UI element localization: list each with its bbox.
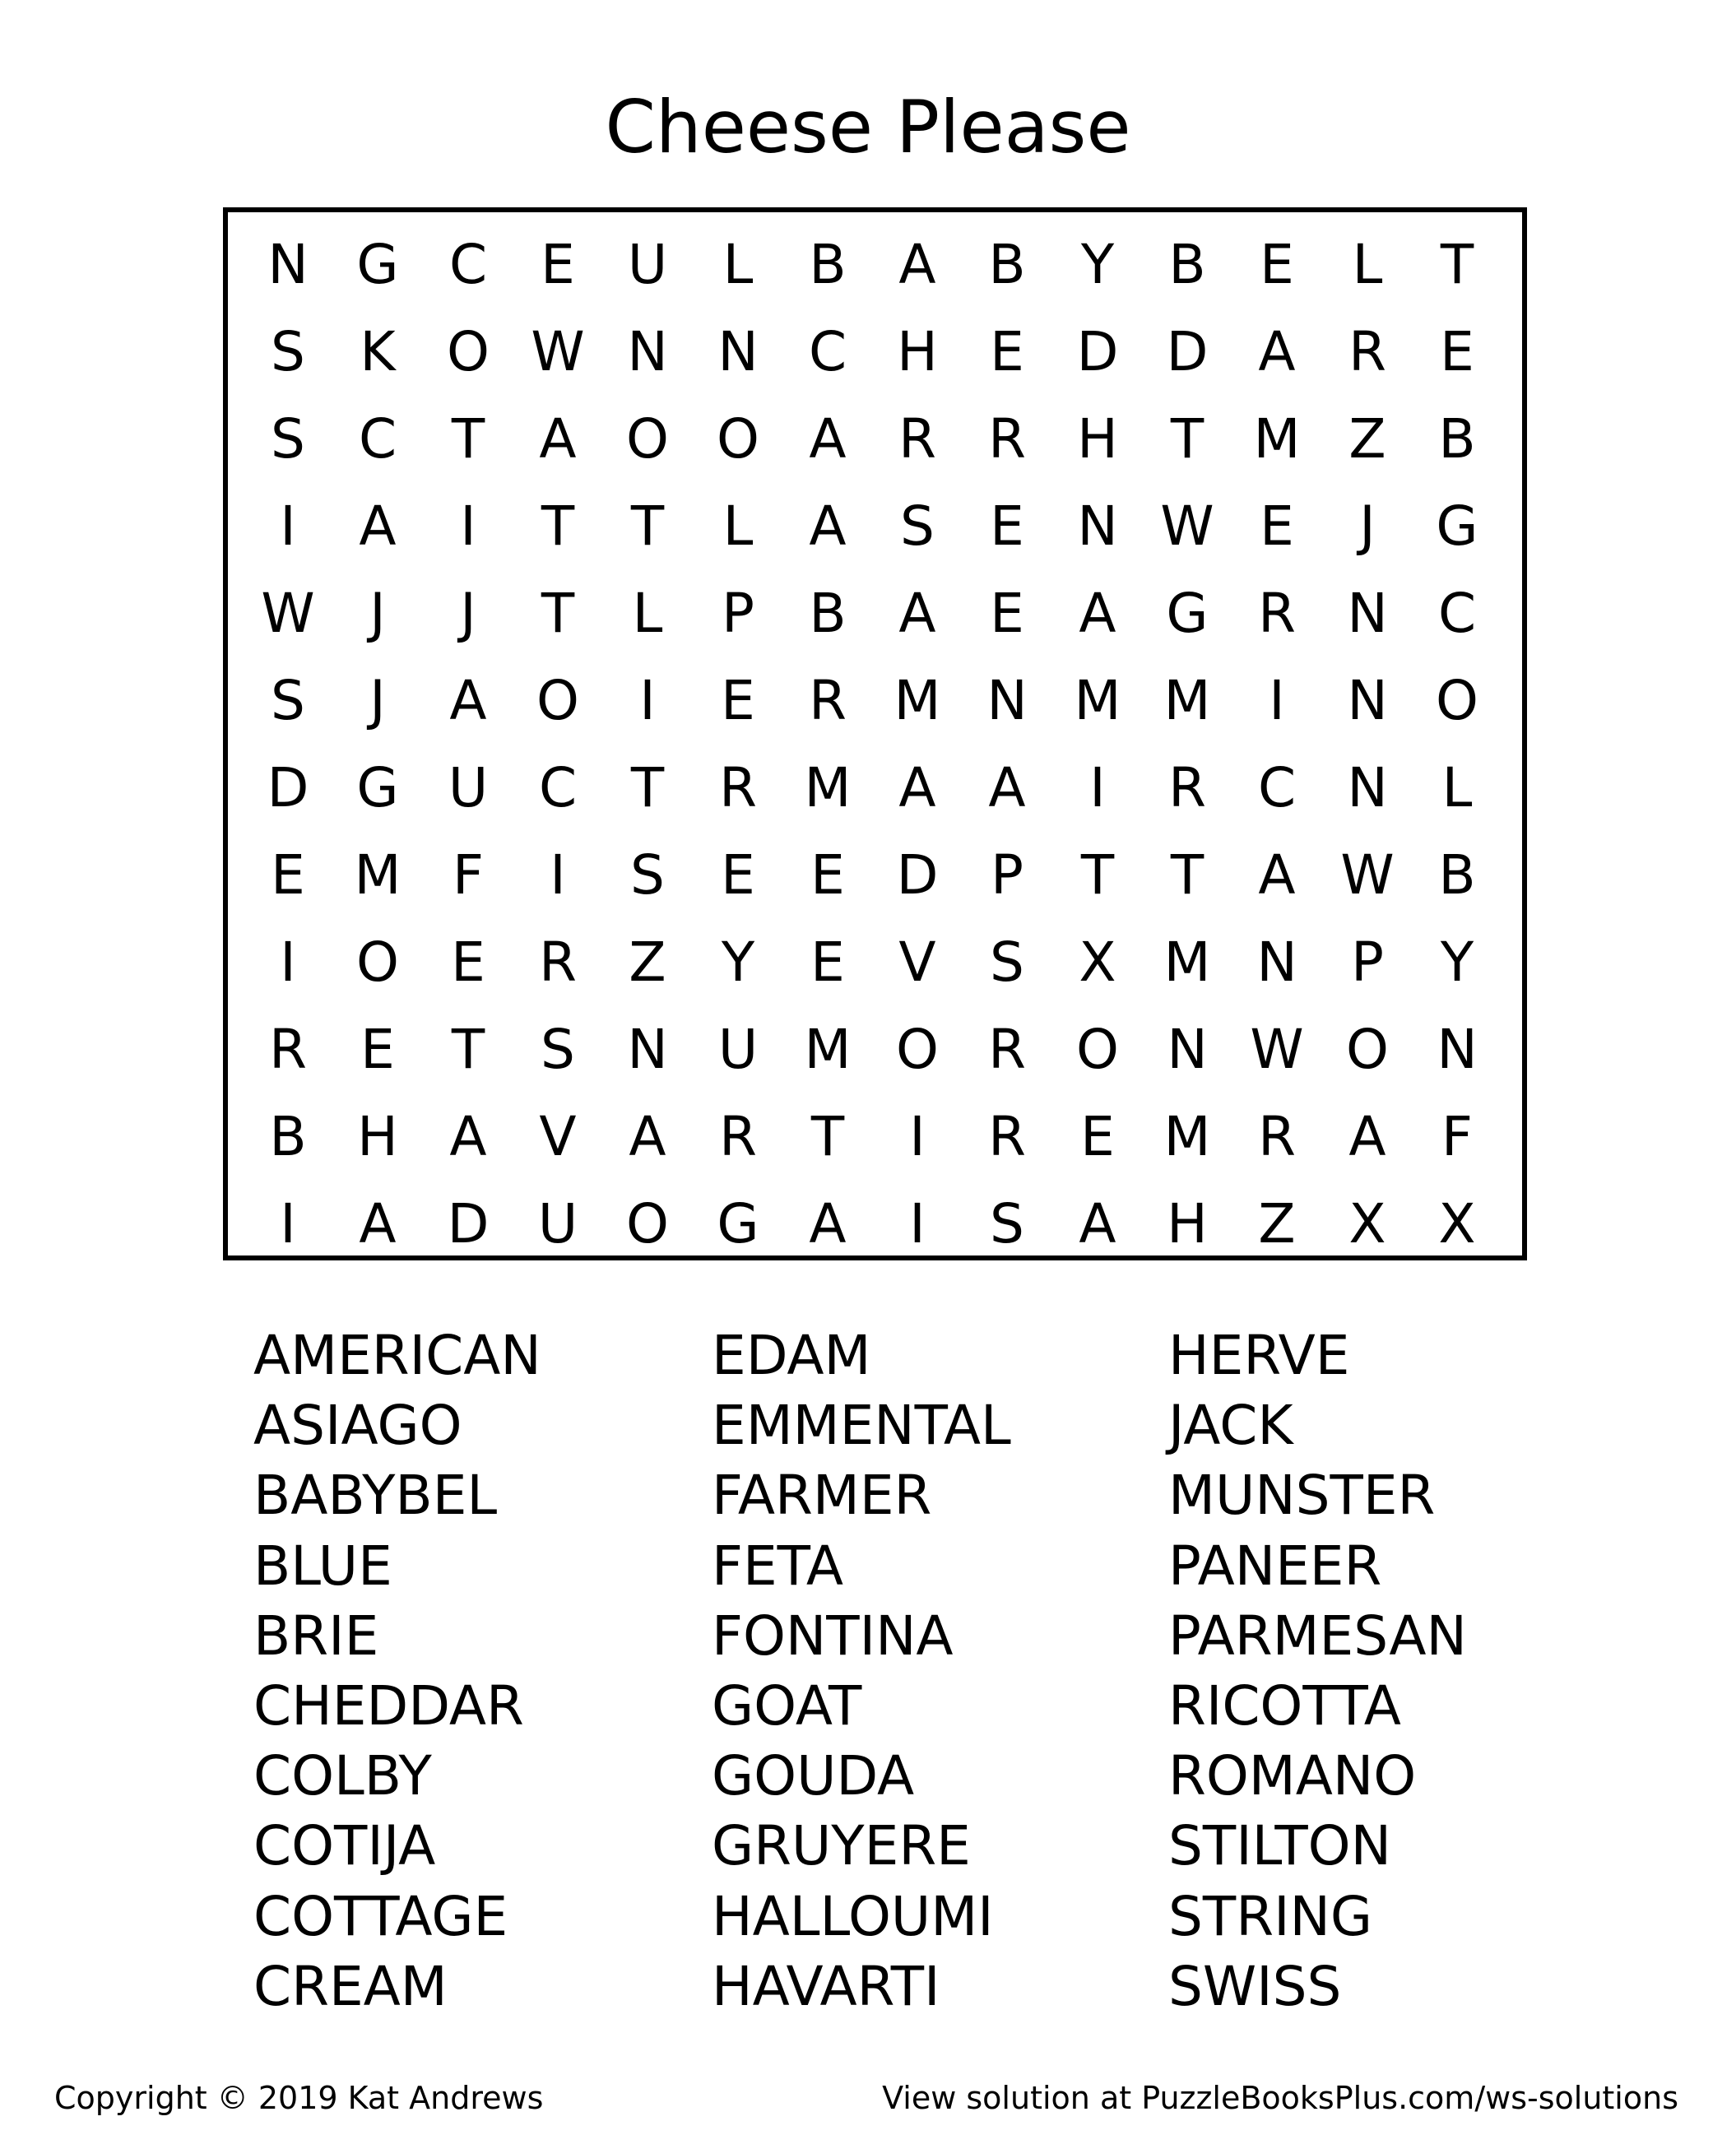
grid-cell: Z bbox=[1348, 407, 1386, 471]
grid-cell: B bbox=[809, 582, 847, 645]
grid-cell: E bbox=[541, 233, 575, 296]
grid-cell: M bbox=[1163, 931, 1211, 994]
grid-cell: X bbox=[1079, 931, 1116, 994]
grid-cell: J bbox=[369, 582, 386, 645]
grid-cell: A bbox=[449, 669, 487, 732]
grid-cell: A bbox=[359, 494, 397, 558]
grid-cell: N bbox=[1347, 669, 1388, 732]
grid-cell: R bbox=[1258, 582, 1296, 645]
grid-row bbox=[228, 1096, 1522, 1178]
page-title: Cheese Please bbox=[605, 85, 1131, 169]
grid-cell: N bbox=[986, 669, 1028, 732]
grid-cell: A bbox=[1079, 582, 1116, 645]
grid-cell: O bbox=[626, 1192, 669, 1255]
grid-cell: E bbox=[990, 582, 1024, 645]
grid-cell: E bbox=[990, 494, 1024, 558]
grid-row bbox=[228, 834, 1522, 917]
grid-cell: M bbox=[354, 843, 402, 907]
word-list-item: ASIAGO bbox=[253, 1394, 462, 1458]
word-list-item: STRING bbox=[1168, 1884, 1373, 1948]
grid-cell: T bbox=[810, 1105, 845, 1168]
grid-cell: E bbox=[810, 931, 845, 994]
word-list-item: EMMENTAL bbox=[712, 1394, 1011, 1458]
grid-cell: S bbox=[271, 407, 305, 471]
grid-cell: F bbox=[1441, 1105, 1473, 1168]
grid-cell: S bbox=[541, 1018, 575, 1081]
word-list-item: HAVARTI bbox=[712, 1954, 940, 2018]
solution-link-text: View solution at PuzzleBooksPlus.com/ws-solutions bbox=[882, 2080, 1678, 2116]
grid-cell: U bbox=[448, 756, 489, 819]
grid-cell: V bbox=[539, 1105, 577, 1168]
grid-cell: S bbox=[630, 843, 665, 907]
grid-cell: E bbox=[990, 320, 1024, 383]
grid-cell: R bbox=[539, 931, 577, 994]
grid-cell: N bbox=[627, 320, 668, 383]
grid-cell: X bbox=[1348, 1192, 1386, 1255]
grid-cell: E bbox=[1260, 494, 1294, 558]
grid-cell: M bbox=[1253, 407, 1301, 471]
grid-cell: T bbox=[1170, 407, 1205, 471]
grid-cell: R bbox=[1258, 1105, 1296, 1168]
grid-cell: E bbox=[1080, 1105, 1115, 1168]
word-list-item: MUNSTER bbox=[1168, 1464, 1436, 1528]
word-list-item: BABYBEL bbox=[253, 1464, 498, 1528]
grid-cell: G bbox=[1436, 494, 1478, 558]
grid-cell: R bbox=[988, 1018, 1026, 1081]
grid-cell: H bbox=[1077, 407, 1118, 471]
grid-cell: I bbox=[550, 843, 566, 907]
word-list-item: COTTAGE bbox=[253, 1884, 508, 1948]
grid-cell: O bbox=[717, 407, 759, 471]
grid-cell: Y bbox=[1440, 931, 1474, 994]
word-list-item: GOUDA bbox=[712, 1744, 915, 1808]
grid-cell: S bbox=[271, 669, 305, 732]
grid-cell: A bbox=[1348, 1105, 1386, 1168]
grid-cell: Z bbox=[1258, 1192, 1296, 1255]
grid-cell: B bbox=[988, 233, 1026, 296]
word-list-item: CREAM bbox=[253, 1954, 448, 2018]
grid-cell: R bbox=[809, 669, 847, 732]
word-list-item: FARMER bbox=[712, 1464, 932, 1528]
grid-cell: R bbox=[1168, 756, 1206, 819]
grid-row bbox=[228, 921, 1522, 1004]
grid-cell: A bbox=[809, 1192, 847, 1255]
grid-cell: A bbox=[898, 756, 936, 819]
word-list-item: BRIE bbox=[253, 1604, 379, 1668]
grid-row bbox=[228, 224, 1522, 306]
copyright-text: Copyright © 2019 Kat Andrews bbox=[54, 2080, 544, 2116]
grid-cell: R bbox=[988, 1105, 1026, 1168]
grid-cell: E bbox=[721, 843, 755, 907]
grid-cell: T bbox=[1080, 843, 1115, 907]
grid-cell: M bbox=[1163, 669, 1211, 732]
grid-cell: H bbox=[1167, 1192, 1208, 1255]
grid-cell: C bbox=[358, 407, 397, 471]
grid-cell: C bbox=[448, 233, 488, 296]
grid-cell: N bbox=[627, 1018, 668, 1081]
grid-cell: V bbox=[898, 931, 936, 994]
grid-row bbox=[228, 1009, 1522, 1091]
grid-cell: N bbox=[1347, 582, 1388, 645]
grid-cell: D bbox=[896, 843, 939, 907]
grid-cell: N bbox=[717, 320, 759, 383]
grid-cell: P bbox=[991, 843, 1023, 907]
grid-row bbox=[228, 747, 1522, 829]
word-list-item: FETA bbox=[712, 1534, 844, 1598]
grid-cell: E bbox=[271, 843, 305, 907]
word-list-item: EDAM bbox=[712, 1324, 871, 1387]
grid-cell: B bbox=[1438, 407, 1476, 471]
grid-cell: J bbox=[1359, 494, 1376, 558]
grid-cell: P bbox=[722, 582, 754, 645]
grid-cell: G bbox=[717, 1192, 759, 1255]
grid-cell: I bbox=[639, 669, 656, 732]
grid-cell: O bbox=[447, 320, 490, 383]
grid-cell: T bbox=[451, 407, 485, 471]
grid-cell: I bbox=[280, 494, 296, 558]
grid-cell: M bbox=[804, 756, 852, 819]
word-list-item: CHEDDAR bbox=[253, 1673, 524, 1738]
grid-cell: A bbox=[1258, 320, 1296, 383]
grid-cell: W bbox=[1340, 843, 1395, 907]
word-list-column-1 bbox=[253, 1320, 541, 2021]
word-list-item: GRUYERE bbox=[712, 1814, 971, 1878]
grid-cell: A bbox=[1079, 1192, 1116, 1255]
grid-cell: G bbox=[356, 756, 399, 819]
grid-cell: E bbox=[451, 931, 485, 994]
grid-cell: U bbox=[537, 1192, 578, 1255]
grid-cell: L bbox=[632, 582, 663, 645]
grid-cell: A bbox=[359, 1192, 397, 1255]
word-list-item: PARMESAN bbox=[1168, 1604, 1467, 1668]
grid-cell: O bbox=[536, 669, 579, 732]
grid-cell: D bbox=[1166, 320, 1209, 383]
grid-cell: I bbox=[1089, 756, 1106, 819]
grid-cell: O bbox=[356, 931, 399, 994]
grid-row bbox=[228, 660, 1522, 742]
grid-cell: W bbox=[1250, 1018, 1304, 1081]
grid-cell: A bbox=[449, 1105, 487, 1168]
word-list-item: GOAT bbox=[712, 1673, 862, 1738]
grid-cell: T bbox=[1440, 233, 1474, 296]
grid-cell: L bbox=[722, 494, 754, 558]
grid-cell: A bbox=[809, 407, 847, 471]
grid-cell: T bbox=[451, 1018, 485, 1081]
grid-cell: T bbox=[541, 582, 575, 645]
grid-cell: M bbox=[1163, 1105, 1211, 1168]
word-list-item: JACK bbox=[1168, 1394, 1293, 1458]
grid-row bbox=[228, 311, 1522, 393]
grid-cell: C bbox=[808, 320, 847, 383]
grid-cell: C bbox=[538, 756, 578, 819]
grid-cell: D bbox=[1076, 320, 1119, 383]
grid-cell: O bbox=[896, 1018, 939, 1081]
grid-cell: H bbox=[897, 320, 938, 383]
grid-cell: I bbox=[1269, 669, 1285, 732]
grid-cell: P bbox=[1351, 931, 1384, 994]
word-list-item: SWISS bbox=[1168, 1954, 1342, 2018]
grid-cell: L bbox=[722, 233, 754, 296]
grid-cell: L bbox=[1441, 756, 1473, 819]
grid-cell: W bbox=[261, 582, 315, 645]
grid-cell: Z bbox=[629, 931, 666, 994]
grid-cell: R bbox=[898, 407, 936, 471]
grid-cell: A bbox=[988, 756, 1026, 819]
letter-grid bbox=[223, 207, 1527, 1260]
word-list-item: COTIJA bbox=[253, 1814, 436, 1878]
grid-cell: W bbox=[1160, 494, 1214, 558]
word-list-column-2 bbox=[712, 1320, 1011, 2021]
grid-cell: T bbox=[630, 494, 665, 558]
grid-cell: M bbox=[1074, 669, 1121, 732]
grid-cell: G bbox=[1166, 582, 1209, 645]
grid-cell: U bbox=[627, 233, 668, 296]
word-list-item: PANEER bbox=[1168, 1534, 1382, 1598]
grid-row bbox=[228, 1183, 1522, 1265]
grid-cell: S bbox=[990, 931, 1024, 994]
grid-cell: O bbox=[626, 407, 669, 471]
word-list-item: HERVE bbox=[1168, 1324, 1350, 1387]
grid-cell: N bbox=[267, 233, 309, 296]
word-list-item: FONTINA bbox=[712, 1604, 954, 1668]
grid-cell: A bbox=[809, 494, 847, 558]
grid-cell: A bbox=[1258, 843, 1296, 907]
grid-cell: M bbox=[804, 1018, 852, 1081]
grid-cell: D bbox=[447, 1192, 490, 1255]
grid-cell: A bbox=[629, 1105, 666, 1168]
grid-cell: O bbox=[1346, 1018, 1389, 1081]
grid-cell: F bbox=[453, 843, 484, 907]
grid-cell: E bbox=[1260, 233, 1294, 296]
grid-cell: C bbox=[1257, 756, 1297, 819]
grid-cell: N bbox=[1077, 494, 1118, 558]
grid-cell: R bbox=[719, 756, 757, 819]
grid-cell: Y bbox=[721, 931, 755, 994]
grid-cell: J bbox=[460, 582, 476, 645]
grid-cell: G bbox=[356, 233, 399, 296]
grid-cell: R bbox=[719, 1105, 757, 1168]
grid-cell: O bbox=[1076, 1018, 1119, 1081]
grid-cell: B bbox=[1438, 843, 1476, 907]
grid-cell: I bbox=[280, 1192, 296, 1255]
grid-cell: N bbox=[1347, 756, 1388, 819]
grid-cell: E bbox=[810, 843, 845, 907]
grid-cell: A bbox=[539, 407, 577, 471]
grid-cell: Y bbox=[1080, 233, 1115, 296]
grid-cell: H bbox=[357, 1105, 398, 1168]
grid-cell: R bbox=[1348, 320, 1386, 383]
grid-cell: S bbox=[900, 494, 935, 558]
grid-cell: X bbox=[1438, 1192, 1476, 1255]
grid-cell: T bbox=[541, 494, 575, 558]
grid-cell: A bbox=[898, 582, 936, 645]
grid-cell: B bbox=[1168, 233, 1206, 296]
grid-cell: S bbox=[990, 1192, 1024, 1255]
grid-cell: E bbox=[721, 669, 755, 732]
grid-cell: L bbox=[1352, 233, 1383, 296]
grid-cell: U bbox=[717, 1018, 759, 1081]
grid-cell: E bbox=[360, 1018, 395, 1081]
grid-cell: I bbox=[909, 1105, 926, 1168]
grid-cell: J bbox=[369, 669, 386, 732]
grid-cell: N bbox=[1437, 1018, 1478, 1081]
grid-cell: S bbox=[271, 320, 305, 383]
grid-cell: O bbox=[1436, 669, 1478, 732]
grid-cell: T bbox=[1170, 843, 1205, 907]
grid-cell: T bbox=[630, 756, 665, 819]
grid-cell: C bbox=[1437, 582, 1477, 645]
grid-row bbox=[228, 485, 1522, 568]
grid-cell: R bbox=[988, 407, 1026, 471]
word-list-column-3 bbox=[1168, 1320, 1467, 2021]
grid-cell: A bbox=[898, 233, 936, 296]
grid-cell: N bbox=[1167, 1018, 1208, 1081]
grid-cell: N bbox=[1256, 931, 1297, 994]
grid-cell: I bbox=[460, 494, 476, 558]
word-list-item: COLBY bbox=[253, 1744, 432, 1808]
word-list-item: BLUE bbox=[253, 1534, 392, 1598]
word-list-item: STILTON bbox=[1168, 1814, 1391, 1878]
grid-cell: K bbox=[360, 320, 396, 383]
grid-row bbox=[228, 573, 1522, 655]
grid-row bbox=[228, 398, 1522, 480]
grid-cell: R bbox=[269, 1018, 307, 1081]
word-list-item: AMERICAN bbox=[253, 1324, 541, 1387]
grid-cell: B bbox=[269, 1105, 307, 1168]
grid-cell: E bbox=[1440, 320, 1474, 383]
grid-cell: I bbox=[280, 931, 296, 994]
grid-cell: B bbox=[809, 233, 847, 296]
grid-cell: W bbox=[531, 320, 585, 383]
word-list-item: RICOTTA bbox=[1168, 1673, 1401, 1738]
grid-cell: D bbox=[267, 756, 309, 819]
word-list-item: ROMANO bbox=[1168, 1744, 1417, 1808]
grid-cell: I bbox=[909, 1192, 926, 1255]
grid-cell: M bbox=[894, 669, 941, 732]
word-list-item: HALLOUMI bbox=[712, 1884, 994, 1948]
